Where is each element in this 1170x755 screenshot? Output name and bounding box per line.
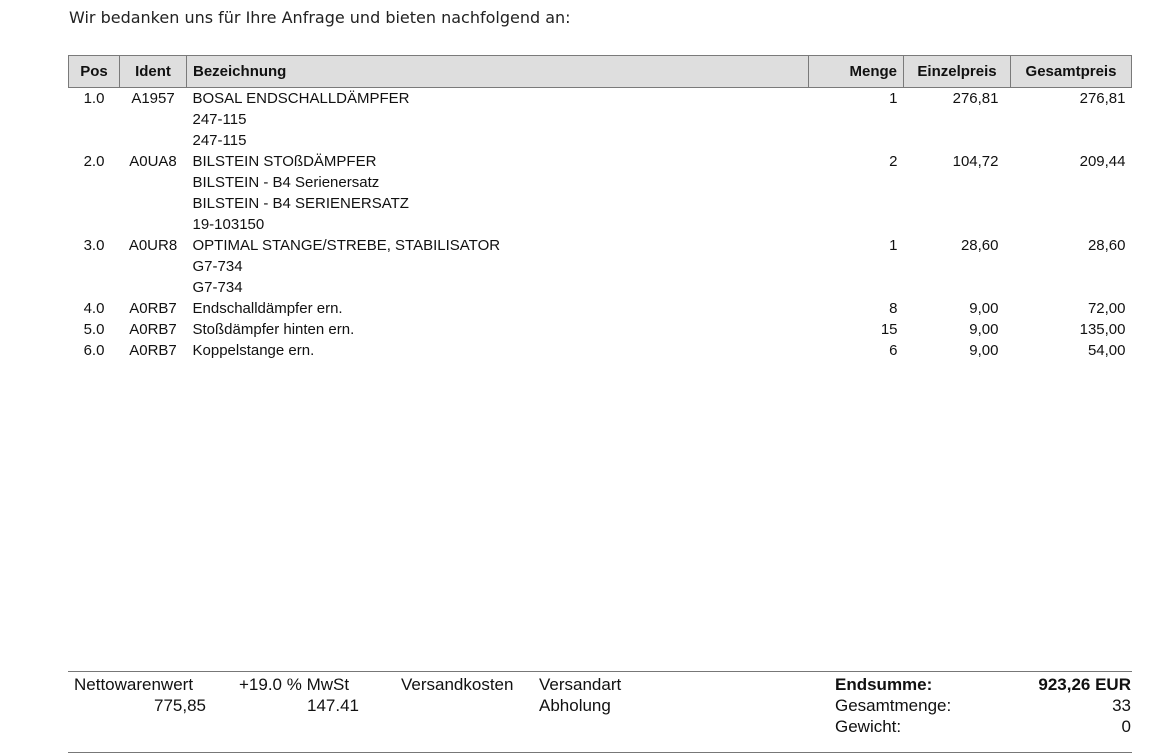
row-pos: 2.0 — [83, 153, 105, 170]
summary-footer — [68, 671, 1132, 736]
row-line: G7-734 — [192, 258, 243, 275]
header-pos: Pos — [69, 56, 120, 88]
row-gesamtpreis: 72,00 — [1087, 300, 1126, 317]
row-einzelpreis: 9,00 — [969, 321, 999, 338]
row-line: Stoßdämpfer hinten ern. — [192, 321, 355, 338]
header-menge: Menge — [809, 56, 904, 88]
bottom-divider — [68, 752, 1132, 753]
row-line: Koppelstange ern. — [192, 342, 315, 359]
row-line: Endschalldämpfer ern. — [192, 300, 343, 317]
row-menge: 1 — [889, 90, 898, 107]
row-line: 19-103150 — [192, 216, 265, 233]
row-pos: 4.0 — [83, 300, 105, 317]
row-einzelpreis: 28,60 — [960, 237, 999, 254]
table-row — [69, 88, 1132, 152]
row-menge: 8 — [889, 300, 898, 317]
row-gesamtpreis: 135,00 — [1079, 321, 1126, 338]
gewicht-value: 0 — [1121, 717, 1131, 736]
row-line: 247-115 — [192, 111, 247, 128]
row-line: OPTIMAL STANGE/STREBE, STABILISATOR — [192, 237, 501, 254]
gesamtmenge-value: 33 — [1112, 696, 1131, 715]
table-row — [69, 340, 1132, 361]
endsumme-value: 923,26 EUR — [1038, 675, 1131, 694]
mwst-label: +19.0 % MwSt — [239, 675, 350, 694]
table-header-row — [69, 56, 1132, 88]
table-row — [69, 151, 1132, 235]
netto-value: 775,85 — [154, 696, 206, 715]
row-einzelpreis: 104,72 — [952, 153, 999, 170]
gewicht-label: Gewicht: — [835, 717, 902, 736]
row-ident: A0RB7 — [129, 300, 177, 317]
table-row — [69, 319, 1132, 340]
netto-label: Nettowarenwert — [74, 675, 194, 694]
row-einzelpreis: 9,00 — [969, 342, 999, 359]
row-einzelpreis: 276,81 — [952, 90, 999, 107]
row-bezeichnung — [187, 235, 809, 298]
versandkosten-label: Versandkosten — [401, 675, 514, 694]
row-bezeichnung — [187, 298, 809, 319]
row-ident: A0RB7 — [129, 321, 177, 338]
row-line: BILSTEIN - B4 SERIENERSATZ — [192, 195, 409, 212]
row-line: 247-115 — [192, 132, 247, 149]
row-menge: 1 — [889, 237, 898, 254]
items-table — [68, 55, 1132, 361]
row-bezeichnung — [187, 151, 809, 235]
row-pos: 1.0 — [83, 90, 105, 107]
row-line: BILSTEIN STOßDÄMPFER — [192, 153, 377, 170]
header-bezeichnung: Bezeichnung — [187, 56, 809, 88]
row-gesamtpreis: 209,44 — [1079, 153, 1126, 170]
row-gesamtpreis: 54,00 — [1087, 342, 1126, 359]
row-pos: 3.0 — [83, 237, 105, 254]
table-row — [69, 235, 1132, 298]
header-gesamtpreis: Gesamtpreis — [1011, 56, 1132, 88]
row-ident: A0UA8 — [129, 153, 177, 170]
row-pos: 6.0 — [83, 342, 105, 359]
endsumme-label: Endsumme: — [835, 675, 933, 694]
versandart-label: Versandart — [539, 675, 622, 694]
row-gesamtpreis: 28,60 — [1087, 237, 1126, 254]
versandart-value: Abholung — [539, 696, 611, 715]
row-line: BOSAL ENDSCHALLDÄMPFER — [192, 90, 410, 107]
row-ident: A0UR8 — [128, 237, 178, 254]
header-einzelpreis: Einzelpreis — [904, 56, 1011, 88]
row-ident: A1957 — [131, 90, 175, 107]
row-bezeichnung — [187, 319, 809, 340]
header-ident: Ident — [120, 56, 187, 88]
row-ident: A0RB7 — [129, 342, 177, 359]
row-pos: 5.0 — [83, 321, 105, 338]
row-bezeichnung — [187, 88, 809, 152]
row-gesamtpreis: 276,81 — [1079, 90, 1126, 107]
table-row — [69, 298, 1132, 319]
row-line: BILSTEIN - B4 Serienersatz — [192, 174, 380, 191]
row-menge: 2 — [889, 153, 898, 170]
row-einzelpreis: 9,00 — [969, 300, 999, 317]
row-bezeichnung — [187, 340, 809, 361]
row-menge: 15 — [880, 321, 898, 338]
mwst-value: 147.41 — [307, 696, 359, 715]
gesamtmenge-label: Gesamtmenge: — [835, 696, 952, 715]
row-menge: 6 — [889, 342, 898, 359]
row-line: G7-734 — [192, 279, 243, 296]
intro-text: Wir bedanken uns für Ihre Anfrage und bieten nachfolgend an: — [69, 8, 571, 27]
